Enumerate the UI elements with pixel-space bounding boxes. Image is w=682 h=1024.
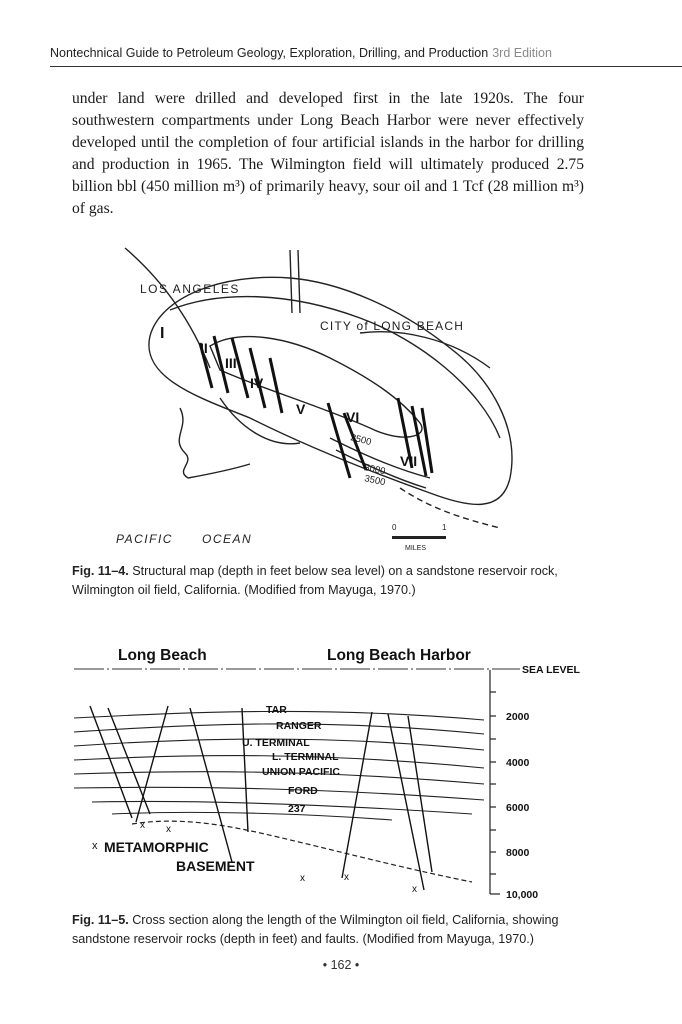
figure-5-text: Cross section along the length of the Wilmington oil field, California, showing sandstone reservoir rocks (depth in feet) and faults. (Modified from Mayuga, 1970.) — [72, 913, 559, 946]
edition-label: 3rd Edition — [492, 46, 552, 60]
page-number: • 162 • — [322, 958, 360, 972]
header-rule — [50, 66, 682, 67]
figure-5-caption — [72, 911, 586, 949]
section-title-right: Long Beach Harbor — [327, 647, 471, 664]
running-header — [50, 46, 682, 68]
fault-line — [408, 716, 432, 872]
fault-line — [270, 358, 282, 413]
depth-label: 4000 — [506, 757, 530, 769]
zone-label: TAR — [266, 704, 287, 716]
basement-x-mark: x — [344, 872, 349, 883]
contour-label: 2500 — [349, 432, 373, 449]
zone-label: U. TERMINAL — [242, 737, 310, 749]
body-paragraph: under land were drilled and developed first in the late 1920s. The four southwestern compartments under Long Beach Harbor were never effectively developed until the completion of four artificial islands in the harbor for drilling and production in 1965. The Wilmington field will ultimately produced 2.75 billion bbl (450 million m³) of primarily heavy, sour oil and 1 Tcf (28 million m³) of gas. — [72, 90, 584, 217]
compartment-label: I — [160, 325, 165, 342]
compartment-label: II — [200, 340, 208, 356]
compartment-label: VII — [400, 453, 418, 469]
figure-4-text: Structural map (depth in feet below sea level) on a sandstone reservoir rock, Wilmington oil field, California. (Modified from Mayuga, 1970.) — [72, 564, 558, 597]
cross-section-figure — [72, 642, 584, 910]
field-outline — [149, 277, 512, 504]
basement-x-mark: x — [166, 824, 171, 835]
river-line — [290, 250, 300, 313]
book-title: Nontechnical Guide to Petroleum Geology, Exploration, Drilling, and Production — [50, 46, 489, 60]
basement-x-mark: x — [92, 840, 98, 852]
map-label-pacific: PACIFIC — [116, 532, 173, 546]
city-boundary — [360, 332, 490, 368]
stratum-line — [112, 812, 392, 820]
contour-label: 3000 — [363, 462, 387, 478]
stratum-line — [74, 787, 484, 800]
zone-label: UNION PACIFIC — [262, 766, 340, 778]
map-label-ocean: OCEAN — [202, 532, 253, 546]
map-label-los-angeles: LOS ANGELES — [140, 282, 240, 296]
structural-map — [100, 238, 520, 560]
depth-label: 8000 — [506, 847, 530, 859]
fault-line — [136, 706, 168, 822]
fault-line — [108, 708, 150, 814]
figure-5-label: Fig. 11–5. — [72, 913, 129, 927]
coastline — [179, 408, 188, 478]
depth-label: 2000 — [506, 711, 530, 723]
compartment-label: IV — [250, 375, 264, 391]
sea-level-label: SEA LEVEL — [522, 664, 580, 676]
basement-x-mark: x — [412, 884, 417, 895]
map-label-city: CITY of LONG BEACH — [320, 319, 465, 333]
contour-label: 3500 — [363, 473, 387, 489]
scale-one: 1 — [442, 523, 447, 532]
zone-label: FORD — [288, 785, 318, 797]
cross-section — [72, 642, 584, 910]
basement-x-mark: x — [300, 873, 305, 884]
figure-4-label: Fig. 11–4. — [72, 564, 129, 578]
zone-label: RANGER — [276, 720, 322, 732]
compartment-label: V — [296, 401, 306, 417]
scale-bar — [392, 536, 446, 539]
zone-label: 237 — [288, 803, 306, 815]
depth-label: 10,000 — [506, 889, 539, 901]
inner-outline — [210, 337, 422, 437]
structural-map-figure — [100, 238, 520, 560]
basement-x-mark: x — [140, 820, 145, 831]
figure-4-caption — [72, 562, 586, 600]
compartment-label: III — [225, 355, 237, 371]
zone-label: L. TERMINAL — [272, 751, 339, 763]
body-text — [72, 88, 584, 220]
scale-zero: 0 — [392, 523, 397, 532]
basement-label-line2: BASEMENT — [176, 858, 255, 874]
basement-label-line1: METAMORPHIC — [104, 839, 209, 855]
depth-label: 6000 — [506, 802, 530, 814]
scale-unit: MILES — [405, 545, 427, 552]
fault-line — [342, 712, 372, 878]
fault-line — [388, 714, 424, 890]
compartment-label: VI — [346, 409, 360, 425]
section-title-left: Long Beach — [118, 647, 207, 664]
